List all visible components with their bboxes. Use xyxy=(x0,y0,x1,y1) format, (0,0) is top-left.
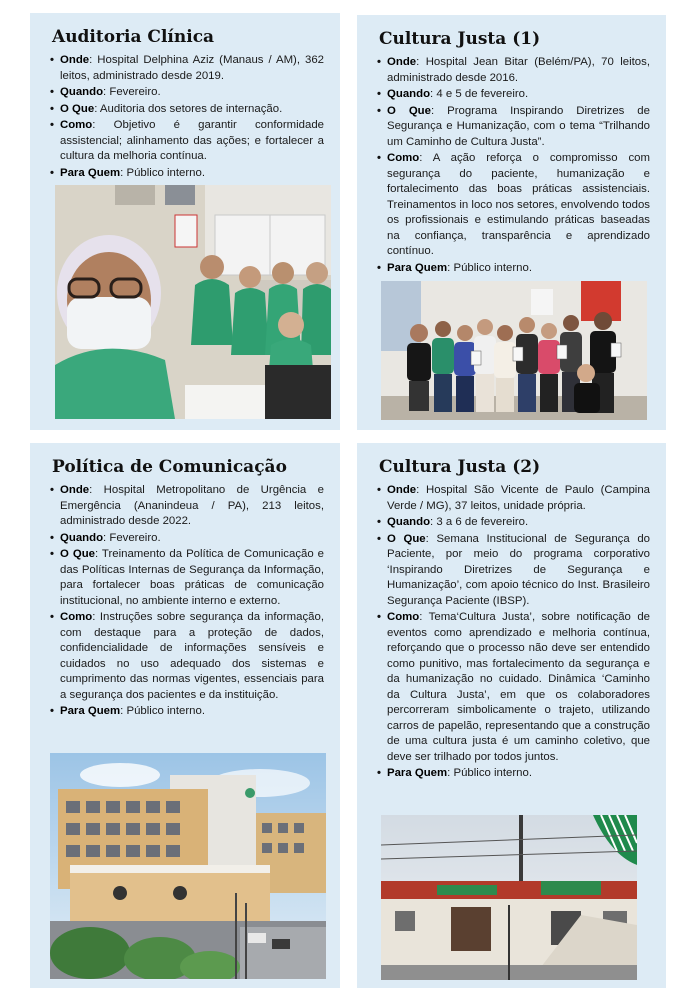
info-o-que: • O Que: Semana Institucional de Segurança do Paciente, por meio do programa corporativo ‘Inspirando Diretrizes de Segurança e Humanização’, com apoio técnico do Inst. Brasileiro Segurança Paciente (IBSP). xyxy=(377,532,650,610)
info-como: • Como: Objetivo é garantir conformidade assistencial; alinhamento das ações; e fortalecer a cultura da melhoria contínua. xyxy=(50,118,324,165)
info-onde: • Onde: Hospital São Vicente de Paulo (Campina Verde / MG), 37 leitos, unidade própria. xyxy=(377,483,650,514)
info-onde: • Onde: Hospital Metropolitano de Urgência e Emergência (Ananindeua / PA), 213 leitos, administrado desde 2022. xyxy=(50,483,324,530)
info-list xyxy=(377,483,650,782)
info-list xyxy=(50,483,324,720)
info-quando: • Quando: Fevereiro. xyxy=(50,531,324,547)
team-group-photo xyxy=(381,281,647,420)
info-o-que: • O Que: Auditoria dos setores de internação. xyxy=(50,102,324,118)
info-para-quem: • Para Quem: Público interno. xyxy=(377,261,650,277)
hospital-facade-photo xyxy=(381,815,637,980)
card-title: Cultura Justa (1) xyxy=(379,29,541,49)
card-politica-comunicacao xyxy=(30,443,340,988)
card-title: Cultura Justa (2) xyxy=(379,457,541,477)
card-cultura-justa-1 xyxy=(357,15,666,430)
group-selfie-photo xyxy=(55,185,331,419)
info-quando: • Quando: 3 a 6 de fevereiro. xyxy=(377,515,650,531)
info-o-que: • O Que: Programa Inspirando Diretrizes de Segurança e Humanização, com o tema “Trilhando um Caminho de Cultura Justa”. xyxy=(377,104,650,151)
info-como: • Como: A ação reforça o compromisso com segurança do paciente, humanização e fortalecimento das boas práticas assistenciais. Treinamentos in loco nos setores, envolvendo todos os profissionais e estimulando práticas baseadas na confiança, transparência e aprendizado contínuo. xyxy=(377,151,650,260)
info-onde: • Onde: Hospital Delphina Aziz (Manaus / AM), 362 leitos, administrado desde 2019. xyxy=(50,53,324,84)
info-quando: • Quando: 4 e 5 de fevereiro. xyxy=(377,87,650,103)
info-list xyxy=(50,53,324,181)
card-title: Auditoria Clínica xyxy=(52,27,215,47)
hospital-building-photo xyxy=(50,753,326,979)
info-para-quem: • Para Quem: Público interno. xyxy=(50,704,324,720)
info-list xyxy=(377,55,650,276)
card-cultura-justa-2 xyxy=(357,443,666,988)
info-para-quem: • Para Quem: Público interno. xyxy=(377,766,650,782)
card-title: Política de Comunicação xyxy=(52,457,287,477)
info-para-quem: • Para Quem: Público interno. xyxy=(50,166,324,182)
info-como: • Como: Tema‘Cultura Justa’, sobre notificação de eventos como aprendizado e melhoria contínua, reforçando que o processo não deve ser entendido como punitivo, mas fortalecimento da segurança e da humanização no cuidado. Dinâmica ‘Caminho da Cultura Justa’, em que os colaboradores percorreram simbolicamente o trajeto, utilizando carros de papelão, representando que a construção de uma cultura justa é um caminho coletivo, que deve ser trilhado por todos juntos. xyxy=(377,610,650,765)
info-o-que: • O Que: Treinamento da Política de Comunicação e das Políticas Internas de Segurança da Informação, para fortalecer boas práticas de comunicação institucional, no ambiente interno e externo. xyxy=(50,547,324,609)
info-onde: • Onde: Hospital Jean Bitar (Belém/PA), 70 leitos, administrado desde 2016. xyxy=(377,55,650,86)
info-como: • Como: Instruções sobre segurança da informação, com destaque para a proteção de dados, confidencialidade de informações sensíveis e cuidados no uso adequado dos sistemas e cumprimento das normas vigentes, essenciais para a segurança dos pacientes e da instituição. xyxy=(50,610,324,703)
card-auditoria-clinica xyxy=(30,13,340,430)
info-quando: • Quando: Fevereiro. xyxy=(50,85,324,101)
